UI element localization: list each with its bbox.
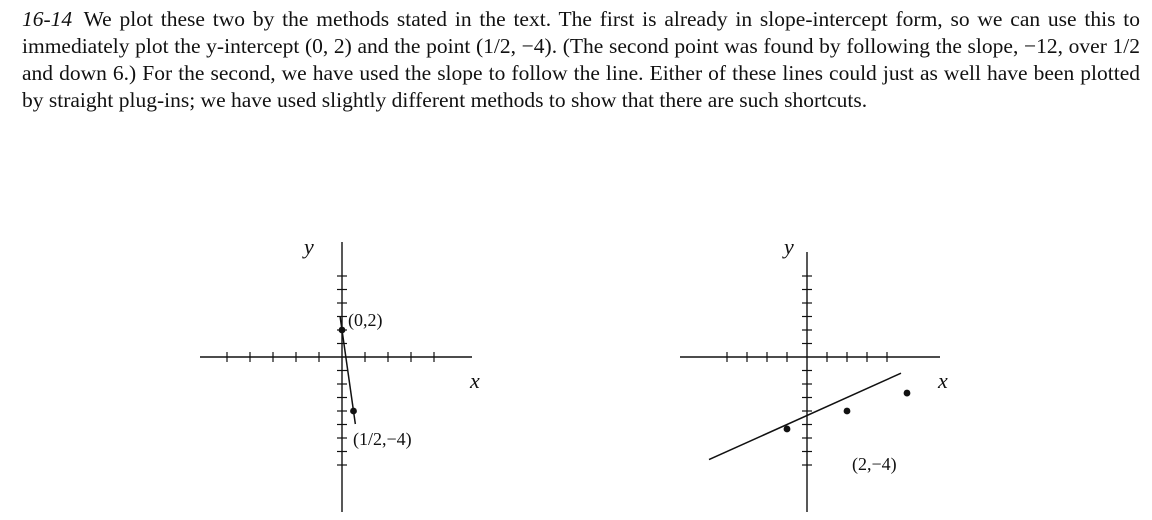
problem-number: 16-14: [22, 7, 73, 31]
plotted-line: [709, 373, 901, 459]
data-point: [350, 408, 357, 415]
data-point: [844, 408, 851, 415]
point-label-half-neg4: (1/2,−4): [353, 429, 412, 449]
x-axis-label: x: [938, 368, 948, 393]
point-label-0-2: (0,2): [348, 310, 383, 330]
graph-right: [660, 230, 980, 520]
data-point: [904, 390, 911, 397]
data-point: [784, 426, 791, 433]
point-label-2-neg4: (2,−4): [852, 454, 897, 474]
x-axis-label: x: [470, 368, 480, 393]
graph-left: [190, 230, 500, 520]
y-axis-label: y: [784, 234, 794, 259]
data-point: [339, 327, 346, 334]
solution-paragraph: [22, 6, 1140, 114]
solution-text: We plot these two by the methods stated in the text. The first is already in slope-intercept form, so we can use this to immediately plot the y-intercept (0, 2) and the point (1/2, −4). (The second point was found by following the slope, −12, over 1/2 and down 6.) For the second, we have used the slope to follow the line. Either of these lines could just as well have been plotted by straight plug-ins; we have used slightly different methods to show that there are such shortcuts.: [22, 7, 1140, 112]
y-axis-label: y: [304, 234, 314, 259]
